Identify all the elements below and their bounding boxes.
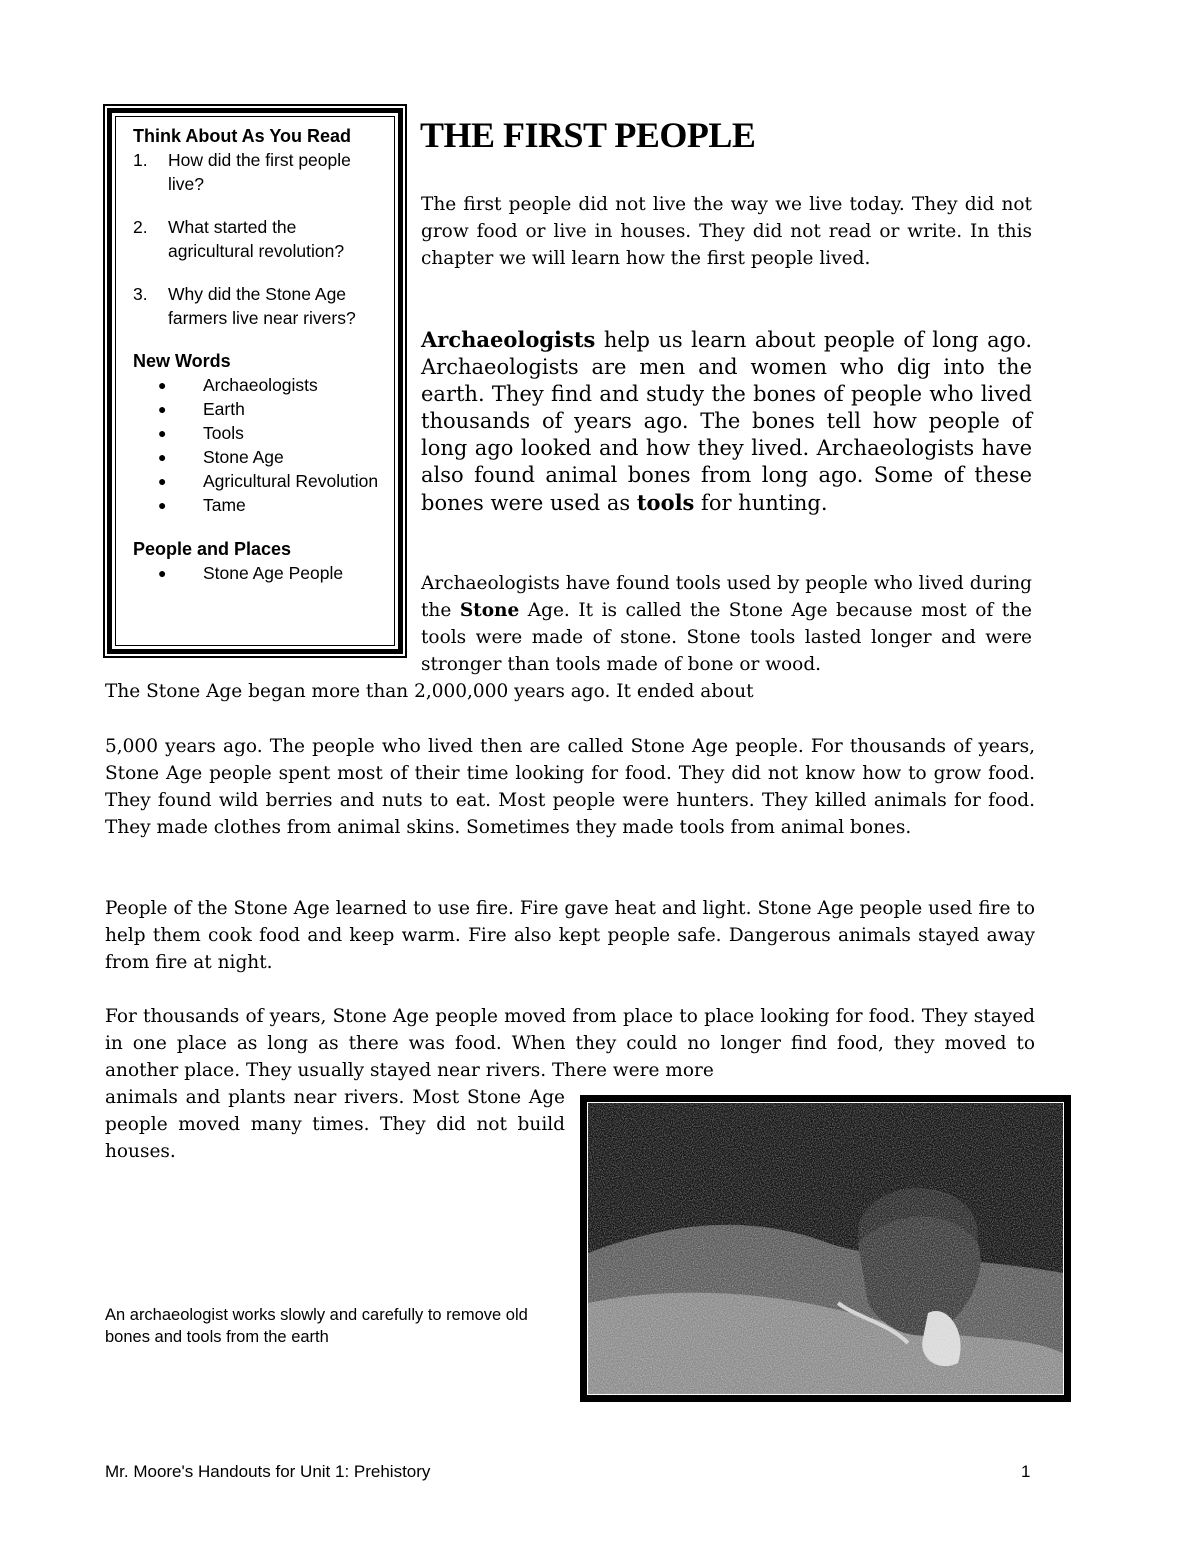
page-number: 1	[1021, 1462, 1031, 1481]
question-item: 3. Why did the Stone Age farmers live near rivers?	[133, 284, 356, 328]
page-title: THE FIRST PEOPLE	[420, 115, 756, 155]
new-word-item: ● Tools	[158, 423, 244, 443]
new-word-item: ● Archaeologists	[158, 375, 318, 395]
photo-caption: An archaeologist works slowly and carefully to remove old bones and tools from the earth	[105, 1306, 528, 1346]
think-heading: Think About As You Read	[133, 126, 352, 146]
question-item: 1. How did the first people live?	[133, 150, 351, 194]
new-word-item: ● Tame	[158, 495, 246, 515]
food-paragraph: 5,000 years ago. The people who lived then are called Stone Age people. For thousands of years, Stone Age people spent most of their time looking for food. They did not know how to grow food. They found wild berries and nuts to eat. Most people were hunters. They killed animals for food. They made clothes from animal skins. Sometimes they made tools from animal bones.	[105, 736, 1035, 838]
keyword-tools: tools	[636, 490, 695, 515]
stone-age-paragraph-end: The Stone Age began more than 2,000,000 years ago. It ended about	[105, 681, 754, 702]
people-list	[133, 561, 384, 585]
intro-paragraph: The first people did not live the way we live today. They did not grow food or live in houses. They did not read or write. In this chapter we will learn how the first people lived.	[421, 194, 1032, 269]
keyword-stone: Stone	[459, 600, 520, 621]
keyword-archaeologists: Archaeologists	[421, 327, 596, 352]
people-item: ● Stone Age People	[158, 563, 344, 583]
footer-text: Mr. Moore's Handouts for Unit 1: Prehistory	[105, 1462, 431, 1481]
archaeologist-photo	[580, 1095, 1071, 1402]
moving-paragraph: For thousands of years, Stone Age people moved from place to place looking for food. They stayed in one place as long as there was food. When they could no longer find food, they moved to another place. They usually stayed near rivers. There were more	[105, 1006, 1035, 1081]
stone-age-paragraph: Archaeologists have found tools used by people who lived during the Stone Age. It is called the Stone Age because most of the tools were made of stone. Stone tools lasted longer and were stronger than tools made of bone or wood.	[421, 573, 1033, 675]
new-word-item: ● Stone Age	[158, 447, 284, 467]
fire-paragraph: People of the Stone Age learned to use fire. Fire gave heat and light. Stone Age people used fire to help them cook food and keep warm. Fire also kept people safe. Dangerous animals stayed away from fire at night.	[105, 898, 1035, 973]
new-words-list	[133, 373, 384, 517]
archaeologist-image	[588, 1103, 1063, 1394]
archaeologists-paragraph: Archaeologists help us learn about people of long ago. Archaeologists are men and women who dig into the earth. They find and study the bones of people who lived thousands of years ago. The bones tell how people of long ago looked and how they lived. Archaeologists have also found animal bones from long ago. Some of these bones were used as tools for hunting.	[421, 327, 1032, 515]
new-words-heading: New Words	[133, 351, 231, 371]
question-item: 2. What started the agricultural revolution?	[133, 217, 345, 261]
question-list	[133, 148, 384, 330]
new-word-item: ● Agricultural Revolution	[158, 471, 379, 491]
new-word-item: ● Earth	[158, 399, 245, 419]
people-places-heading: People and Places	[133, 539, 292, 559]
moving-paragraph-end: animals and plants near rivers. Most Stone Age people moved many times. They did not build houses.	[105, 1087, 565, 1162]
think-about-box	[103, 104, 407, 658]
